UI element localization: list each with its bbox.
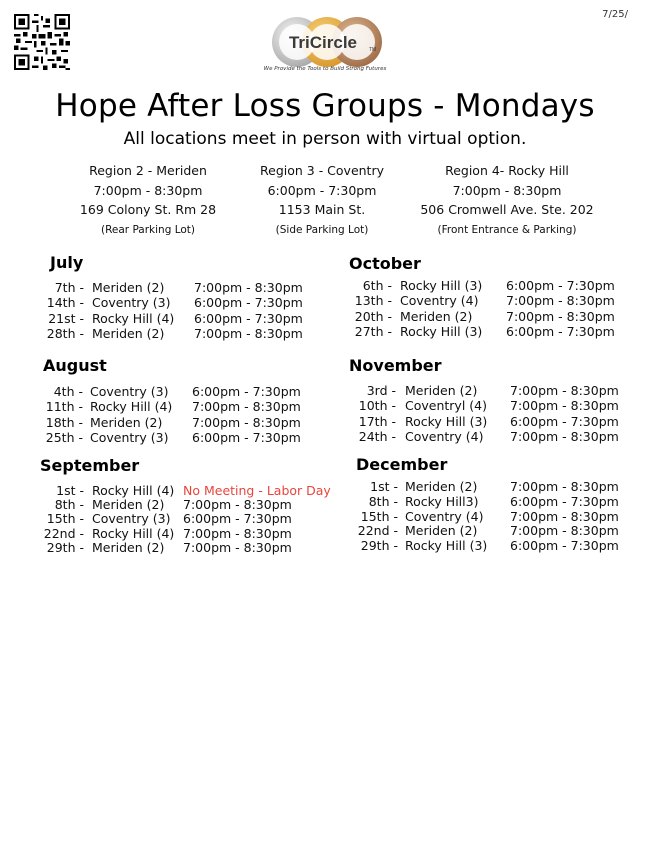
meeting-time: 7:00pm - 8:30pm <box>192 414 301 430</box>
region-name: Region 2 - Meriden <box>89 163 207 178</box>
month-heading-december: December <box>356 455 448 474</box>
meeting-time: 6:00pm - 7:30pm <box>183 511 292 527</box>
meeting-location: Rocky Hill (3) <box>405 413 488 429</box>
meeting-location: Coventry (4) <box>400 293 479 309</box>
meeting-day: 22nd - <box>357 523 398 539</box>
meeting-day: 15th - <box>360 508 398 524</box>
meeting-day: 1st - <box>370 479 398 494</box>
month-heading-november: November <box>349 356 442 375</box>
meeting-day: 21st - <box>48 310 84 326</box>
page-subtitle: All locations meet in person with virtual option. <box>123 129 527 149</box>
schedule-row <box>0 429 650 444</box>
region-time: 7:00pm - 8:30pm <box>452 182 562 198</box>
meeting-day: 27th - <box>354 323 392 339</box>
region-name: Region 4- Rocky Hill <box>445 163 569 178</box>
revision-date: 7/25/ <box>602 9 628 20</box>
meeting-location: Rocky Hill (4) <box>92 525 175 541</box>
meeting-time: 6:00pm - 7:30pm <box>510 538 619 554</box>
meeting-time: 7:00pm - 8:30pm <box>510 398 619 414</box>
schedule-row <box>0 278 650 293</box>
month-heading-august: August <box>43 356 107 375</box>
meeting-location: Rocky Hill (4) <box>92 483 175 498</box>
meeting-time: 7:00pm - 8:30pm <box>183 497 292 513</box>
page-title: Hope After Loss Groups - Mondays <box>55 88 595 124</box>
meeting-time: 7:00pm - 8:30pm <box>506 293 615 309</box>
region-time: 6:00pm - 7:30pm <box>267 182 377 198</box>
meeting-time: 6:00pm - 7:30pm <box>506 278 615 293</box>
meeting-time: 6:00pm - 7:30pm <box>194 310 303 326</box>
meeting-location: Coventry (4) <box>405 508 484 524</box>
region-address: 506 Cromwell Ave. Ste. 202 <box>420 202 594 217</box>
schedule-row <box>0 494 650 509</box>
meeting-time: 7:00pm - 8:30pm <box>194 280 303 295</box>
schedule-row <box>0 508 650 527</box>
meeting-day: 11th - <box>45 399 83 415</box>
region-address: 1153 Main St. <box>278 202 366 217</box>
meeting-location: Meriden (2) <box>400 308 473 324</box>
month-heading-october: October <box>349 254 421 273</box>
schedule-row <box>0 479 650 494</box>
no-meeting-notice: No Meeting - Labor Day <box>183 483 331 498</box>
schedule-row <box>0 309 650 324</box>
qr-code <box>14 14 70 70</box>
meeting-location: Meriden (2) <box>92 280 165 295</box>
logo-wordmark: TriCircle <box>288 33 358 52</box>
region-parking-note: (Rear Parking Lot) <box>100 223 196 236</box>
meeting-day: 15th - <box>46 511 84 527</box>
meeting-day: 6th - <box>362 278 392 293</box>
meeting-time: 7:00pm - 8:30pm <box>510 523 619 539</box>
meeting-time: 7:00pm - 8:30pm <box>183 525 292 541</box>
schedule-row <box>0 383 650 398</box>
schedule-row <box>0 324 650 339</box>
meeting-time: 7:00pm - 8:30pm <box>194 325 303 341</box>
meeting-location: Rocky Hill (3) <box>400 278 483 293</box>
region-time: 7:00pm - 8:30pm <box>93 182 203 198</box>
meeting-day: 28th - <box>46 325 84 341</box>
region-rocky-hill <box>392 161 622 240</box>
month-heading-july: July <box>50 253 84 272</box>
meeting-location: Meriden (2) <box>405 523 478 539</box>
meeting-location: Rocky Hill (3) <box>400 323 483 339</box>
meeting-day: 20th - <box>354 308 392 324</box>
meeting-day: 17th - <box>358 413 396 429</box>
meeting-day: 7th - <box>54 280 84 295</box>
meeting-day: 10th - <box>358 398 396 414</box>
logo-trademark: TM <box>369 47 377 53</box>
meeting-day: 13th - <box>354 293 392 309</box>
meeting-location: Meriden (2) <box>92 325 165 341</box>
meeting-day: 29th - <box>360 538 398 554</box>
meeting-time: 6:00pm - 7:30pm <box>192 429 301 445</box>
meeting-day: 25th - <box>45 429 83 445</box>
meeting-time: 6:00pm - 7:30pm <box>506 323 615 339</box>
meeting-time: 6:00pm - 7:30pm <box>510 413 619 429</box>
meeting-time: 6:00pm - 7:30pm <box>192 384 301 399</box>
meeting-location: Meriden (2) <box>92 539 165 555</box>
meeting-time: 6:00pm - 7:30pm <box>194 295 303 311</box>
meeting-location: Meriden (2) <box>405 479 478 494</box>
meeting-location: Coventry (3) <box>90 429 169 445</box>
meeting-day: 14th - <box>46 295 84 311</box>
meeting-day: 3rd - <box>366 383 396 398</box>
meeting-time: 7:00pm - 8:30pm <box>192 399 301 415</box>
meeting-day: 22nd - <box>43 525 84 541</box>
meeting-time: 7:00pm - 8:30pm <box>183 539 292 555</box>
meeting-location: Meriden (2) <box>405 383 478 398</box>
meeting-time: 7:00pm - 8:30pm <box>510 383 619 398</box>
schedule-row <box>0 523 650 538</box>
meeting-time: 6:00pm - 7:30pm <box>510 493 619 509</box>
meeting-time: 7:00pm - 8:30pm <box>510 428 619 444</box>
meeting-location: Rocky Hill (4) <box>92 310 175 326</box>
meeting-location: Coventry (3) <box>90 384 169 399</box>
meeting-day: 4th - <box>53 384 83 399</box>
logo-tagline: We Provide the Tools to Build Strong Futures <box>263 66 387 72</box>
meeting-location: Rocky Hill3) <box>405 493 479 509</box>
meeting-location: Coventry (3) <box>92 295 171 311</box>
meeting-time: 7:00pm - 8:30pm <box>510 479 619 494</box>
meeting-location: Rocky Hill (3) <box>405 538 488 554</box>
month-heading-september: September <box>40 456 140 475</box>
region-name: Region 3 - Coventry <box>260 163 384 178</box>
region-address: 169 Colony St. Rm 28 <box>79 202 217 217</box>
region-parking-note: (Side Parking Lot) <box>275 223 369 236</box>
meeting-location: Rocky Hill (4) <box>90 399 173 415</box>
meeting-location: Meriden (2) <box>90 414 163 430</box>
meeting-location: Coventryl (4) <box>405 398 487 414</box>
meeting-time: 7:00pm - 8:30pm <box>506 308 615 324</box>
meeting-day: 24th - <box>358 428 396 444</box>
meeting-location: Meriden (2) <box>92 497 165 513</box>
schedule-row <box>0 414 650 429</box>
meeting-location: Coventry (4) <box>405 428 484 444</box>
schedule-row <box>0 538 650 553</box>
meeting-day: 29th - <box>46 539 84 555</box>
meeting-day: 18th - <box>45 414 83 430</box>
meeting-day: 8th - <box>368 493 398 509</box>
meeting-day: 1st - <box>56 483 84 498</box>
meeting-day: 8th - <box>54 497 84 513</box>
meeting-time: 7:00pm - 8:30pm <box>510 508 619 524</box>
meeting-location: Coventry (3) <box>92 511 171 527</box>
region-parking-note: (Front Entrance & Parking) <box>437 223 577 236</box>
region-meriden <box>48 161 248 240</box>
schedule-row <box>0 398 650 413</box>
schedule-row <box>0 293 650 311</box>
